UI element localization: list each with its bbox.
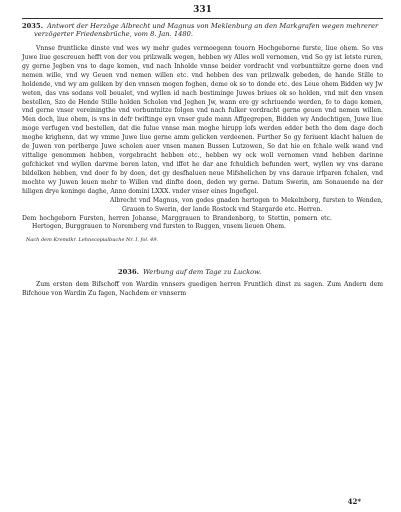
document-title: Werbung auf dem Tage zu Luckow.	[142, 268, 262, 277]
document-number: 2036.	[118, 268, 139, 277]
document-2035-address: Dem hochgeborn Fursten, herren Johanse, Marggrauen to Brandenborg, to Stettin, pomern etc. Hertogen, Burggrauen to Noremberg vnd fursten to Ruggen, vnsem lieuen Ohem.	[22, 214, 332, 231]
document-2035-source-note: Nach dem Kremdkr. Lehnscopialbuche Nr. I, fol. 49.	[26, 237, 159, 244]
page-number: 331	[193, 5, 212, 15]
header-rule	[22, 18, 383, 19]
document-2035-signature: Albrecht vnd Magnus, von godes gnaden hertogen to Mekelnborg, fursten to Wenden, Grauen to Swerin, der lande Rostock vnd Stargarde etc. Herren.	[110, 197, 383, 213]
document-2035-heading	[22, 22, 383, 39]
document-2035-body: Vnnse fruntlicke dinste vnd wes wy mehr gudes vermoegenn touorn Hochgeborne furste, liue ohem. So vns Juwe liue gescreuen hefft von der vou prilzwalk wegen, hebben wy Alles woll vernomen, vnd So gy ist letste ruren, gy gerne Jegben vns to dage komen, vnd nach Inholde vnnse beider vordracht vnd vorbuntnitze gerne doen vnd nemen wille, vnd wy Geuen vnd nemen willen etc. vnd hebben des van prilzwalk gebeden, de hande Stille to holdende, vnd wy am geliken by den vnnsen mogen foghen, deme ok so to donde etc. des Leue ohem Bidden wy Jw weten, das vns sodans voll beualet, vnd wyllen id nach bestiminge Juwes briues ok so holden, vnd mit den vnsen bestellen, Szo de Hende Stille holden Scholen vnd Jeghen Jw, wann ere gy schriuende werden, fo to dage komen, vnd gerne vnser vereiningthe vnd vorbuntnitze folgen vnd nach fulker vordracht gerne geuen vnd nemen willen. Men doch, liue ohem, is vns in defr twiftinge eyn vnser gude mann Affgegrepen, Bidden wy Andechtigen, Juwe liue moge verfugen vnd bestellen, dat die fulue vnnse man moghe hirupp lofs werden edder beth tho dem dage doch moghe krighenn, dat wy vmme Juwe liue gerne amm gelicken verdeenen. Further So gy feriuent klacht haluen de de Juwen von perlberge Juwe scholen auer vnsen manen Bussen Lutzowen, So dat hie en fchale welk wand vnd vittalige genommen hebben, vorgebracht hebben etc., hebben wy ock woll vernomen vnnd hebben darinne gefchicket vnd wyllen darvme boren laten, vnd iffet he dar ane fchuldich befunden wert, wyllen wy vns darane bildelken hebben, vnd doer fo by doen, det gy desfhaluen neue Mifshelichen by vns daraue irfparen fchalen, vnd mochte wy Juwen leuen mehr to Willen vnd dinfte doen, deden wy gerne. Datum Swerin, am Sonauende na der hiligen drye koninge daghe, Anno domini LXXX. vnder vnser eines Ingefigel.	[22, 44, 383, 196]
document-title: Antwort der Herzöge Albrecht und Magnus von Meklenburg an den Markgrafen wegen mehrerer verzögerter Friedensbrüche, vom 8. Jan. 1480.	[34, 22, 379, 39]
document-number: 2035.	[22, 22, 43, 30]
signature-mark: 42*	[347, 497, 361, 506]
document-2036-heading	[22, 268, 383, 276]
document-2036-body: Zum ersten dem Bifschoff von Wardin vnnsers guedigen herren Fruntlich dinst zu sagen. Zum Andern dem Bifchoue von Wardin Zu fagen, Nachdem er vnnserm	[22, 280, 383, 297]
